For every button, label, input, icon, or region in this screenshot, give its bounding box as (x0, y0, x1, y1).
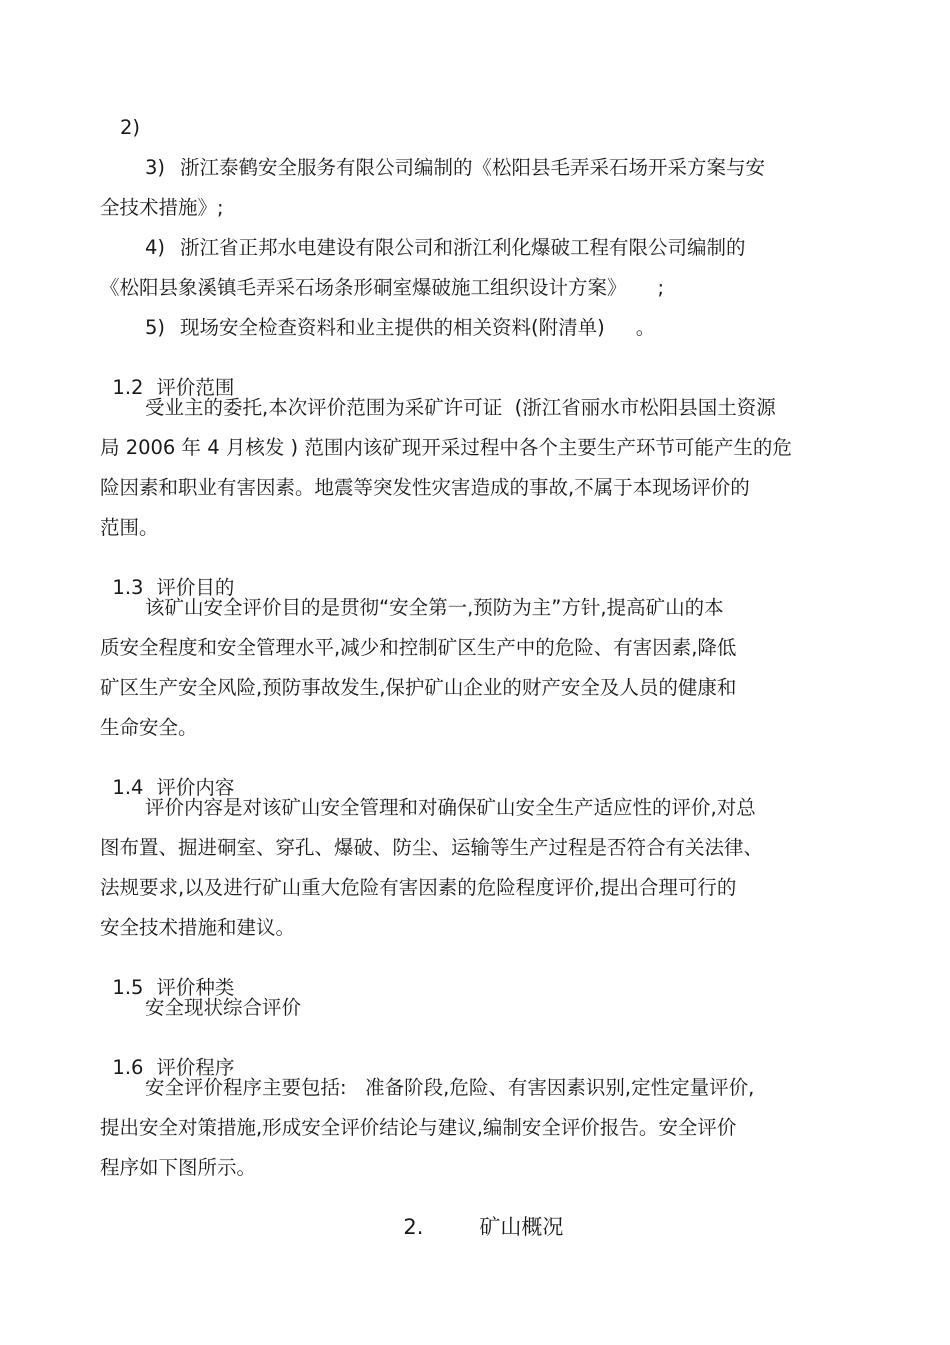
section-number: 1.6 (112, 1055, 144, 1079)
paragraph-line: 生命安全。 (100, 716, 198, 739)
chapter-heading (390, 1196, 563, 1238)
section-heading (100, 558, 234, 597)
paragraph-line: 法规要求,以及进行矿山重大危险有害因素的危险程度评价,提出合理可行的 (100, 876, 737, 899)
section-title: 评价种类 (156, 975, 235, 999)
chapter-title: 矿山概况 (479, 1215, 564, 1239)
section-title: 评价内容 (156, 775, 235, 799)
section-heading (100, 358, 234, 397)
section-heading (100, 758, 234, 797)
list-item-3-label: 3) (145, 156, 166, 179)
paragraph-line: 局 2006 年 4 月核发 ) 范围内该矿现开采过程中各个主要生产环节可能产生的危 (100, 436, 792, 459)
section-number: 1.4 (112, 775, 144, 799)
section-number: 1.5 (112, 975, 144, 999)
list-item-4-text: 《松阳县象溪镇毛弄采石场条形硐室爆破施工组织设计方案》 ; (100, 276, 665, 299)
paragraph-line: 图布置、掘进硐室、穿孔、爆破、防尘、运输等生产过程是否符合有关法律、 (100, 836, 764, 859)
list-item-2-label: 2) (120, 116, 141, 139)
section-title: 评价范围 (156, 375, 235, 399)
list-item-3-text: 浙江泰鹤安全服务有限公司编制的《松阳县毛弄采石场开采方案与安 (180, 156, 766, 179)
paragraph-line: 评价内容是对该矿山安全管理和对确保矿山安全生产适应性的评价,对总 (145, 796, 756, 819)
list-item-5-text: 现场安全检查资料和业主提供的相关资料(附清单) 。 (180, 316, 656, 339)
paragraph-line: 安全现状综合评价 (145, 996, 302, 1019)
section-number: 1.3 (112, 575, 144, 599)
paragraph-line: 范围。 (100, 516, 159, 539)
paragraph-line: 受业主的委托,本次评价范围为采矿许可证 (浙江省丽水市松阳县国土资源 (145, 396, 776, 419)
paragraph-line: 质安全程度和安全管理水平,减少和控制矿区生产中的危险、有害因素,降低 (100, 636, 737, 659)
section-title: 评价程序 (156, 1055, 235, 1079)
paragraph-line: 程序如下图所示。 (100, 1156, 257, 1179)
section-heading (100, 1038, 234, 1077)
list-item-4-label: 4) (145, 236, 166, 259)
list-item-3-text: 全技术措施》; (100, 196, 224, 219)
paragraph-line: 险因素和职业有害因素。地震等突发性灾害造成的事故,不属于本现场评价的 (100, 476, 750, 499)
paragraph-line: 提出安全对策措施,形成安全评价结论与建议,编制安全评价报告。安全评价 (100, 1116, 737, 1139)
section-number: 1.2 (112, 375, 144, 399)
paragraph-line: 安全评价程序主要包括: 准备阶段,危险、有害因素识别,定性定量评价, (145, 1076, 755, 1099)
section-title: 评价目的 (156, 575, 235, 599)
list-item-4-text: 浙江省正邦水电建设有限公司和浙江利化爆破工程有限公司编制的 (180, 236, 746, 259)
list-item-5-label: 5) (145, 316, 166, 339)
chapter-number: 2. (403, 1215, 424, 1239)
paragraph-line: 该矿山安全评价目的是贯彻“安全第一,预防为主”方针,提高矿山的本 (145, 596, 724, 619)
paragraph-line: 安全技术措施和建议。 (100, 916, 296, 939)
paragraph-line: 矿区生产安全风险,预防事故发生,保护矿山企业的财产安全及人员的健康和 (100, 676, 737, 699)
section-heading (100, 958, 234, 997)
